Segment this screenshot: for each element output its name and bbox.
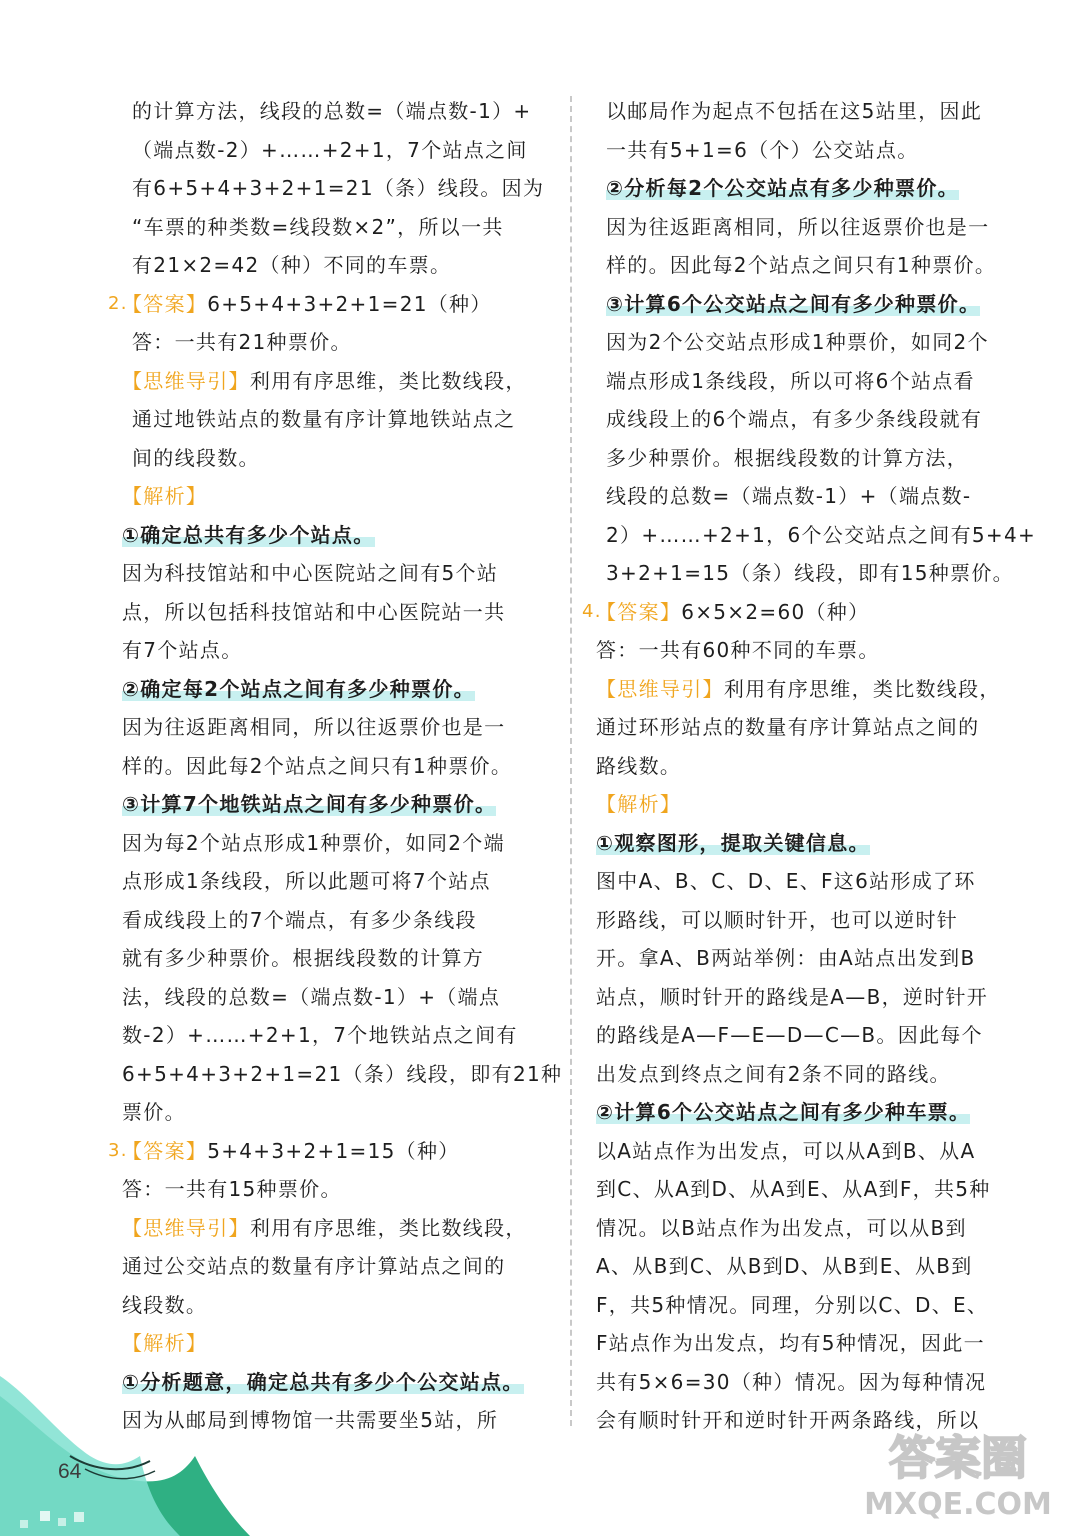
step-heading-text: ②计算6个公交站点之间有多少种车票。 <box>596 1100 971 1124</box>
text-line: 通过公交站点的数量有序计算站点之间的 <box>122 1254 506 1278</box>
guide-line <box>122 1209 562 1248</box>
answer-text: 6×5×2=60（种） <box>681 599 870 624</box>
text-line: A、从B到C、从B到D、从B到E、从B到 <box>596 1254 973 1278</box>
text-line: 票价。 <box>122 1100 186 1124</box>
text-line: 通过环形站点的数量有序计算站点之间的 <box>596 715 980 739</box>
text-line: 数-2）+……+2+1，7个地铁站点之间有 <box>122 1023 518 1047</box>
guide-tag: 【思维导引】 <box>596 676 724 701</box>
text-line: 2）+……+2+1，6个公交站点之间有5+4+ <box>606 522 1037 547</box>
step-heading-text: ③计算6个公交站点之间有多少种票价。 <box>606 291 981 316</box>
text-line: 图中A、B、C、D、E、F这6站形成了环 <box>596 869 976 893</box>
text-line: 点，所以包括科技馆站和中心医院站一共 <box>122 599 506 624</box>
text-line: 样的。因此每2个站点之间只有1种票价。 <box>606 253 997 277</box>
text-line: 以A站点作为出发点，可以从A到B、从A <box>596 1138 976 1163</box>
step-heading <box>596 1093 1038 1132</box>
guide-line <box>596 670 1038 709</box>
text-line: “车票的种类数=线段数×2”，所以一共 <box>132 214 504 239</box>
answer-line <box>108 285 562 324</box>
text-line: 6+5+4+3+2+1=21（条）线段，即有21种 <box>122 1061 563 1086</box>
text-line: 的路线是A—F—E—D—C—B。因此每个 <box>596 1023 983 1047</box>
text-line: 一共有5+1=6（个）公交站点。 <box>606 137 919 162</box>
answer-line <box>582 593 1038 632</box>
text-line: 有7个站点。 <box>122 638 243 662</box>
text-line: 有21×2=42（种）不同的车票。 <box>132 253 452 277</box>
analysis-tag: 【解析】 <box>122 1331 208 1355</box>
text-line: 到C、从A到D、从A到E、从A到F，共5种 <box>596 1177 991 1201</box>
watermark-top: 答案圈 <box>889 1431 1027 1485</box>
text-line: 端点形成1条线段，所以可将6个站点看 <box>606 368 975 393</box>
text-line: 线段的总数=（端点数-1）+（端点数- <box>606 484 972 508</box>
guide-tag: 【思维导引】 <box>122 368 250 393</box>
step-heading <box>122 516 562 555</box>
step-heading-text: ①确定总共有多少个站点。 <box>122 522 375 547</box>
step-heading-text: ②确定每2个站点之间有多少种票价。 <box>122 676 475 701</box>
text-line: 答：一共有60种不同的车票。 <box>596 638 880 662</box>
text-line: 开。拿A、B两站举例：由A站点出发到B <box>596 946 976 970</box>
text-line: 因为往返距离相同，所以往返票价也是一 <box>606 214 990 239</box>
text-line: 答：一共有15种票价。 <box>122 1177 342 1201</box>
answer-text: 6+5+4+3+2+1=21（种） <box>207 291 492 316</box>
answer-tag: 【答案】 <box>122 1138 208 1163</box>
text-line: 就有多少种票价。根据线段数的计算方 <box>122 946 485 970</box>
text-line: 共有5×6=30（种）情况。因为每种情况 <box>596 1369 987 1394</box>
text-line: 情况。以B站点作为出发点，可以从B到 <box>596 1215 967 1240</box>
left-column <box>108 92 563 1440</box>
step-heading-text: ③计算7个地铁站点之间有多少种票价。 <box>122 792 497 816</box>
analysis-tag-line <box>596 785 1038 824</box>
watermark-logo <box>848 1422 1068 1522</box>
text-line: 因为每2个站点形成1种票价，如同2个端 <box>122 830 505 855</box>
text-line: 因为2个公交站点形成1种票价，如同2个 <box>606 330 989 354</box>
guide-text: 利用有序思维，类比数线段， <box>723 676 1001 701</box>
text-line: 成线段上的6个端点，有多少条线段就有 <box>606 407 983 431</box>
guide-text: 利用有序思维，类比数线段， <box>249 368 527 393</box>
text-line: 路线数。 <box>596 753 682 778</box>
analysis-tag: 【解析】 <box>596 792 682 816</box>
watermark-bottom: MXQE.COM <box>864 1487 1052 1522</box>
text-line: 会有顺时针开和逆时针开两条路线，所以 <box>596 1408 980 1432</box>
text-line: 法，线段的总数=（端点数-1）+（端点 <box>122 984 501 1009</box>
text-line: 通过地铁站点的数量有序计算地铁站点之 <box>132 407 516 431</box>
text-line: 因为往返距离相同，所以往返票价也是一 <box>122 715 506 739</box>
text-line: （端点数-2）+……+2+1，7个站点之间 <box>132 137 528 162</box>
text-line: 3+2+1=15（条）线段，即有15种票价。 <box>606 561 1014 585</box>
question-number: 3. <box>108 1139 128 1161</box>
text-line: 间的线段数。 <box>132 445 260 470</box>
text-line: 站点，顺时针开的路线是A—B，逆时针开 <box>596 984 989 1009</box>
text-line: 因为科技馆站和中心医院站之间有5个站 <box>122 561 499 585</box>
text-line: 点形成1条线段，所以此题可将7个站点 <box>122 869 491 893</box>
answer-tag: 【答案】 <box>596 599 682 624</box>
answer-tag: 【答案】 <box>122 291 208 316</box>
guide-text: 利用有序思维，类比数线段， <box>249 1215 527 1240</box>
text-line: 看成线段上的7个端点，有多少条线段 <box>122 907 477 932</box>
right-column <box>582 92 1038 1440</box>
guide-line <box>122 362 562 401</box>
column-divider <box>570 96 572 1426</box>
page-number: 64 <box>58 1460 82 1483</box>
text-line: 的计算方法，线段的总数=（端点数-1）+ <box>132 99 532 123</box>
analysis-tag-line <box>122 477 562 516</box>
text-line: 因为从邮局到博物馆一共需要坐5站，所 <box>122 1408 499 1432</box>
step-heading-text: ①分析题意，确定总共有多少个公交站点。 <box>122 1369 524 1394</box>
question-number: 4. <box>582 600 602 622</box>
step-heading-text: ②分析每2个公交站点有多少种票价。 <box>606 176 959 200</box>
text-line: 多少种票价。根据线段数的计算方法， <box>606 445 969 470</box>
text-line: 有6+5+4+3+2+1=21（条）线段。因为 <box>132 176 545 200</box>
analysis-tag: 【解析】 <box>122 484 208 508</box>
question-number: 2. <box>108 292 128 314</box>
step-heading <box>596 824 1038 863</box>
step-heading <box>122 785 562 824</box>
text-line: 形路线，可以顺时针开，也可以逆时针 <box>596 907 959 932</box>
corner-decoration <box>0 1306 250 1536</box>
text-line: 出发点到终点之间有2条不同的路线。 <box>596 1061 951 1086</box>
step-heading-text: ①观察图形，提取关键信息。 <box>596 830 870 855</box>
text-line: 样的。因此每2个站点之间只有1种票价。 <box>122 753 513 778</box>
text-line: 答：一共有21种票价。 <box>132 330 352 354</box>
text-line: F，共5种情况。同理，分别以C、D、E、 <box>596 1292 989 1317</box>
step-heading <box>596 285 1038 324</box>
answer-text: 5+4+3+2+1=15（种） <box>207 1138 460 1163</box>
step-heading <box>122 670 562 709</box>
text-line: F站点作为出发点，均有5种情况，因此一 <box>596 1331 985 1355</box>
guide-tag: 【思维导引】 <box>122 1215 250 1240</box>
text-line: 线段数。 <box>122 1292 208 1317</box>
answer-line <box>108 1132 562 1171</box>
step-heading <box>596 169 1038 208</box>
text-line: 以邮局作为起点不包括在这5站里，因此 <box>606 99 983 123</box>
